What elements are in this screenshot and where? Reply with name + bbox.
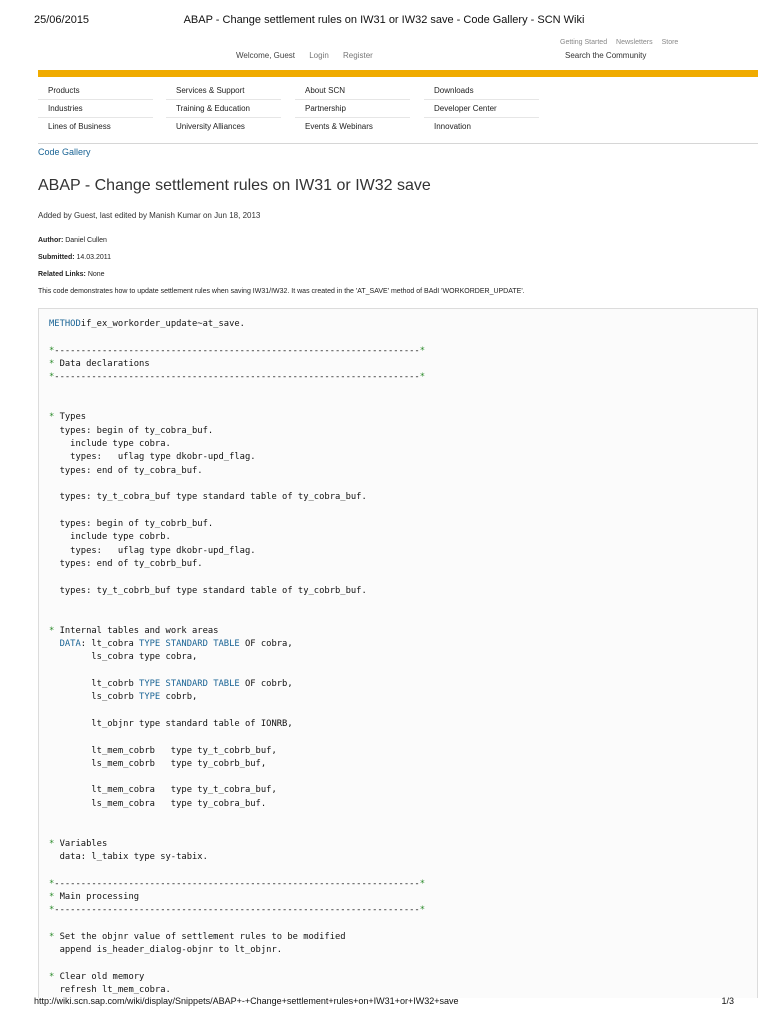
code-comment: * xyxy=(49,838,55,849)
code-line xyxy=(49,411,425,424)
code-text: OF cobra, xyxy=(239,638,293,649)
nav-item-industries[interactable]: Industries xyxy=(38,100,153,118)
print-header xyxy=(34,14,734,30)
code-line xyxy=(49,798,425,811)
code-block xyxy=(38,308,758,998)
code-text: Set the objnr value of settlement rules to be modified xyxy=(54,932,346,943)
code-text: types: begin of ty_cobrb_buf. xyxy=(49,518,214,529)
code-line xyxy=(49,638,425,651)
code-line xyxy=(49,625,425,638)
nav-item-innovation[interactable]: Innovation xyxy=(434,122,471,131)
code-comment: * xyxy=(419,372,426,383)
code-line xyxy=(49,545,425,558)
nav-item-services-support[interactable]: Services & Support xyxy=(166,82,281,100)
code-line xyxy=(49,731,425,744)
code-comment: * xyxy=(49,905,55,916)
code-text: ls_mem_cobra type ty_cobra_buf. xyxy=(49,798,267,809)
code-text: types: end of ty_cobrb_buf. xyxy=(49,558,203,569)
code-line xyxy=(49,358,425,371)
newsletters-link[interactable]: Newsletters xyxy=(616,39,653,46)
code-line xyxy=(49,971,425,984)
code-comment: * xyxy=(49,358,55,369)
related-links-line xyxy=(38,271,105,278)
register-link[interactable]: Register xyxy=(343,51,373,60)
code-listing xyxy=(49,318,425,998)
code-line xyxy=(49,665,425,678)
code-line xyxy=(49,745,425,758)
related-links-value: None xyxy=(87,271,105,278)
breadcrumb[interactable]: Code Gallery xyxy=(38,147,91,157)
code-line xyxy=(49,518,425,531)
brand-bar xyxy=(38,70,758,77)
page-number: 1/3 xyxy=(721,996,734,1006)
code-line xyxy=(49,758,425,771)
code-text: Data declarations xyxy=(54,358,150,369)
author-value: Daniel Cullen xyxy=(65,237,107,244)
code-line xyxy=(49,585,425,598)
code-line xyxy=(49,824,425,837)
nav-item-about-scn[interactable]: About SCN xyxy=(295,82,410,100)
code-text: --------------------------------------------------------------------- xyxy=(54,878,420,889)
code-comment: * xyxy=(49,932,55,943)
code-text: types: uflag type dkobr-upd_flag. xyxy=(49,452,256,463)
code-comment: * xyxy=(419,878,426,889)
getting-started-link[interactable]: Getting Started xyxy=(560,39,608,46)
code-line xyxy=(49,425,425,438)
code-text: : lt_cobra xyxy=(80,638,140,649)
code-line xyxy=(49,371,425,384)
code-text: types: begin of ty_cobra_buf. xyxy=(49,425,214,436)
code-keyword: TYPE xyxy=(139,692,161,703)
code-comment: * xyxy=(49,412,55,423)
code-text xyxy=(49,639,60,649)
code-line xyxy=(49,505,425,518)
nav-item-downloads[interactable]: Downloads xyxy=(424,82,539,100)
code-text: --------------------------------------------------------------------- xyxy=(54,372,420,383)
code-text: Variables xyxy=(54,838,108,849)
code-text: types: uflag type dkobr-upd_flag. xyxy=(49,545,256,556)
code-line xyxy=(49,318,425,331)
code-line xyxy=(49,878,425,891)
nav-item-partnership[interactable]: Partnership xyxy=(295,100,410,118)
print-footer xyxy=(34,996,734,1010)
code-comment: * xyxy=(49,372,55,383)
code-text: cobrb, xyxy=(160,692,198,703)
author-label: Author: xyxy=(38,237,64,244)
code-comment: * xyxy=(49,625,55,636)
nav-item-lines-of-business[interactable]: Lines of Business xyxy=(48,122,111,131)
code-text: Internal tables and work areas xyxy=(54,625,219,636)
nav-item-university-alliances[interactable]: University Alliances xyxy=(176,122,245,131)
code-line xyxy=(49,491,425,504)
welcome-text: Welcome, Guest xyxy=(236,51,295,60)
code-text: lt_cobrb xyxy=(49,678,140,689)
nav-item-developer-center[interactable]: Developer Center xyxy=(424,100,539,118)
code-comment: * xyxy=(49,878,55,889)
page-url: http://wiki.scn.sap.com/wiki/display/Snippets/ABAP+-+Change+settlement+rules+on+IW31+or+IW32+save xyxy=(34,996,459,1006)
code-text: lt_mem_cobrb type ty_t_cobrb_buf, xyxy=(49,745,277,756)
code-comment: * xyxy=(49,892,55,903)
code-line xyxy=(49,465,425,478)
code-text: if_ex_workorder_update~at_save. xyxy=(80,319,245,329)
code-comment: * xyxy=(419,345,426,356)
code-line xyxy=(49,851,425,864)
code-text: --------------------------------------------------------------------- xyxy=(54,345,420,356)
code-line xyxy=(49,958,425,971)
code-line xyxy=(49,904,425,917)
code-line xyxy=(49,784,425,797)
search-input[interactable]: Search the Community xyxy=(565,51,647,60)
code-line xyxy=(49,651,425,664)
code-line xyxy=(49,691,425,704)
code-line xyxy=(49,931,425,944)
code-text: refresh lt_mem_cobra. xyxy=(49,985,171,996)
code-text: lt_mem_cobra type ty_t_cobra_buf, xyxy=(49,785,277,796)
code-line xyxy=(49,718,425,731)
code-comment: * xyxy=(49,972,55,983)
code-text: Clear old memory xyxy=(54,972,145,983)
code-line xyxy=(49,611,425,624)
code-keyword: TYPE STANDARD TABLE xyxy=(139,638,240,649)
code-text: include type cobrb. xyxy=(49,532,171,543)
code-line xyxy=(49,944,425,957)
main-nav xyxy=(38,82,758,144)
code-text: ls_cobra type cobra, xyxy=(49,652,198,663)
code-line xyxy=(49,598,425,611)
code-text: types: ty_t_cobra_buf type standard table of ty_cobra_buf. xyxy=(49,492,367,503)
code-line xyxy=(49,438,425,451)
author-line xyxy=(38,237,107,244)
code-line xyxy=(49,385,425,398)
nav-item-training-education[interactable]: Training & Education xyxy=(166,100,281,118)
user-bar xyxy=(236,51,385,60)
nav-column xyxy=(166,82,281,136)
code-line xyxy=(49,918,425,931)
page-title: ABAP - Change settlement rules on IW31 or IW32 save xyxy=(38,177,431,194)
code-keyword: TYPE STANDARD TABLE xyxy=(139,678,240,689)
code-text: include type cobra. xyxy=(49,438,171,449)
code-text: --------------------------------------------------------------------- xyxy=(54,905,420,916)
code-text: ls_mem_cobrb type ty_cobrb_buf, xyxy=(49,758,267,769)
code-text: Types xyxy=(54,412,87,423)
code-line xyxy=(49,678,425,691)
code-text: data: l_tabix type sy-tabix. xyxy=(49,852,208,863)
login-link[interactable]: Login xyxy=(309,51,329,60)
print-page-title: ABAP - Change settlement rules on IW31 or IW32 save - Code Gallery - SCN Wiki xyxy=(183,14,585,26)
code-keyword: METHOD xyxy=(49,319,81,329)
nav-item-products[interactable]: Products xyxy=(38,82,153,100)
nav-column xyxy=(38,82,153,136)
code-line xyxy=(49,838,425,851)
code-line xyxy=(49,571,425,584)
code-text: OF cobrb, xyxy=(239,678,293,689)
code-comment: * xyxy=(419,905,426,916)
code-line xyxy=(49,331,425,344)
code-description: This code demonstrates how to update settlement rules when saving IW31/IW32. It was created in the 'AT_SAVE' method of BAdI 'WORKORDER_UPDATE'. xyxy=(38,288,525,295)
nav-column xyxy=(295,82,410,136)
code-line xyxy=(49,705,425,718)
submitted-line xyxy=(38,254,111,261)
code-line xyxy=(49,451,425,464)
code-line xyxy=(49,345,425,358)
code-text: lt_objnr type standard table of IONRB, xyxy=(49,718,293,729)
nav-column xyxy=(424,82,539,136)
submitted-label: Submitted: xyxy=(38,254,75,261)
submitted-value: 14.03.2011 xyxy=(76,254,112,261)
nav-item-events-webinars[interactable]: Events & Webinars xyxy=(305,122,373,131)
code-text: append is_header_dialog-objnr to lt_objnr. xyxy=(49,945,283,956)
code-line xyxy=(49,531,425,544)
code-line xyxy=(49,891,425,904)
page-metadata: Added by Guest, last edited by Manish Kumar on Jun 18, 2013 xyxy=(38,211,261,220)
code-keyword: DATA xyxy=(59,638,81,649)
utility-links xyxy=(560,39,685,46)
code-text: types: ty_t_cobrb_buf type standard table of ty_cobrb_buf. xyxy=(49,585,367,596)
print-date: 25/06/2015 xyxy=(34,14,90,26)
code-line xyxy=(49,478,425,491)
code-line xyxy=(49,811,425,824)
code-line xyxy=(49,398,425,411)
code-comment: * xyxy=(49,345,55,356)
code-text: Main processing xyxy=(54,892,140,903)
code-line xyxy=(49,864,425,877)
code-text: types: end of ty_cobra_buf. xyxy=(49,465,203,476)
related-links-label: Related Links: xyxy=(38,271,86,278)
code-line xyxy=(49,771,425,784)
code-line xyxy=(49,558,425,571)
store-link[interactable]: Store xyxy=(661,39,679,46)
code-text: ls_cobrb xyxy=(49,692,140,703)
